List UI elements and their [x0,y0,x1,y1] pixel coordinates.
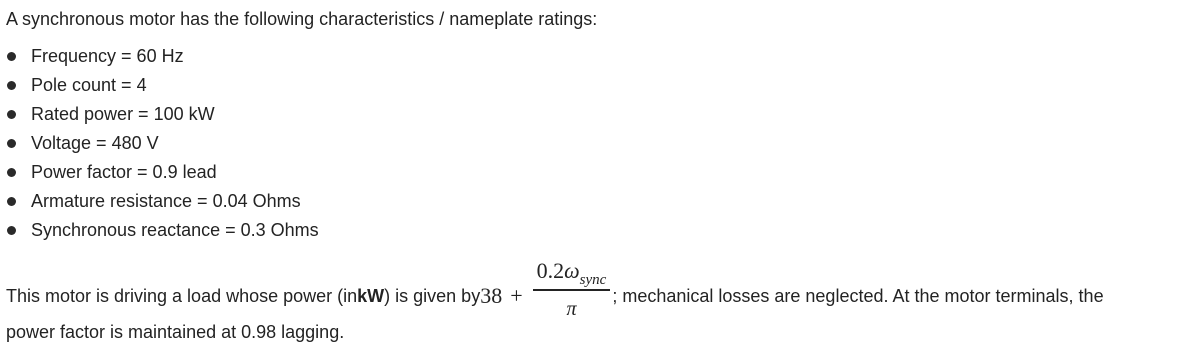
spec-text: Synchronous reactance = 0.3 Ohms [31,220,319,240]
spec-text: Rated power = 100 kW [31,104,215,124]
intro-text: A synchronous motor has the following characteristics / nameplate ratings: [6,9,598,29]
bullet-icon [7,139,16,148]
list-item-frequency [0,42,319,71]
spec-text: Pole count = 4 [31,75,147,95]
power-factor-statement: power factor is maintained at 0.98 lagging. [6,322,345,342]
list-item-pole-count [0,71,319,100]
list-item-synchronous-reactance [0,216,319,245]
spec-text: Frequency = 60 Hz [31,46,184,66]
bullet-icon [7,168,16,177]
fraction [533,259,611,321]
omega-symbol: ω [564,258,580,284]
bullet-icon [7,110,16,119]
bullet-icon [7,197,16,206]
list-item-rated-power [0,100,319,129]
fraction-numerator [533,259,611,289]
bullet-icon [7,81,16,90]
plus-sign: + [510,283,523,308]
load-prefix-text: This motor is driving a load whose power (in [6,285,358,306]
omega-subscript: sync [579,272,607,289]
constant-term: 38 [480,283,503,308]
numerator-coefficient: 0.2 [536,258,565,284]
load-suffix-text: ; mechanical losses are neglected. At the motor terminals, the [612,285,1104,306]
list-item-armature-resistance [0,187,319,216]
unit-kw-bold: kW [357,285,385,306]
spec-text: Voltage = 480 V [31,133,159,153]
load-middle-text: ) is given by [384,285,481,306]
spec-text: Armature resistance = 0.04 Ohms [31,191,301,211]
bullet-icon [7,226,16,235]
fraction-denominator: π [566,297,577,320]
list-item-voltage [0,129,319,158]
list-item-power-factor [0,158,319,187]
nameplate-ratings-list [0,42,319,245]
spec-text: Power factor = 0.9 lead [31,162,217,182]
bullet-icon [7,52,16,61]
